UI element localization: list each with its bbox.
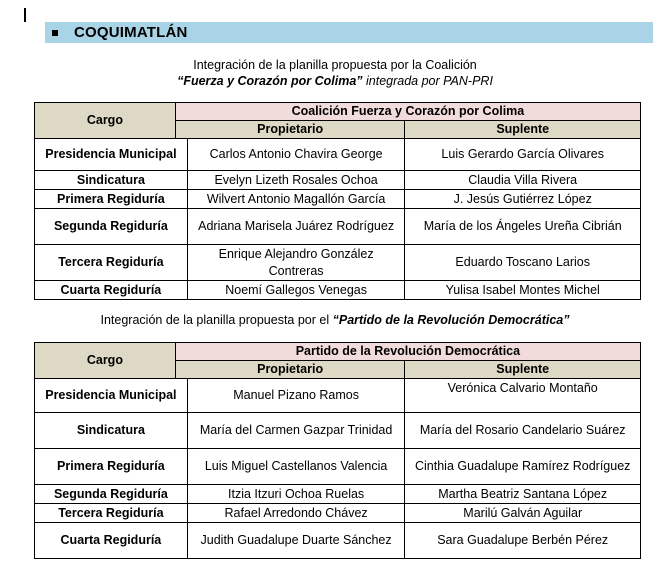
intro-prd-text: Integración de la planilla propuesta por el: [100, 313, 333, 327]
table-row: [35, 485, 641, 504]
col-propietario: Propietario: [175, 121, 405, 139]
table-row: [35, 413, 641, 449]
table-coalicion: [34, 102, 641, 300]
suplente-cell: Sara Guadalupe Berbén Pérez: [405, 523, 641, 559]
section-heading: [45, 22, 653, 43]
propietario-cell: María del Carmen Gazpar Trinidad: [187, 413, 405, 449]
cargo-cell: Primera Regiduría: [35, 190, 188, 209]
propietario-cell: Adriana Marisela Juárez Rodríguez: [187, 209, 405, 245]
table-prd: [34, 342, 641, 559]
col-suplente: Suplente: [405, 361, 641, 379]
propietario-cell: Rafael Arredondo Chávez: [187, 504, 405, 523]
col-propietario: Propietario: [175, 361, 405, 379]
cargo-cell: Tercera Regiduría: [35, 504, 188, 523]
cargo-cell: Sindicatura: [35, 413, 188, 449]
table-row: [35, 504, 641, 523]
bullet-icon: [52, 30, 58, 36]
cargo-cell: Tercera Regiduría: [35, 245, 188, 281]
cargo-header: Cargo: [35, 103, 176, 139]
intro-prd: [0, 312, 670, 328]
intro-coalicion: [0, 57, 670, 89]
table-row: [35, 139, 641, 171]
intro-line-2: [0, 73, 670, 89]
col-suplente: Suplente: [405, 121, 641, 139]
table-row: [35, 171, 641, 190]
suplente-cell: Eduardo Toscano Larios: [405, 245, 641, 281]
table-row: [35, 523, 641, 559]
group-header: Partido de la Revolución Democrática: [175, 343, 640, 361]
suplente-cell: Luis Gerardo García Olivares: [405, 139, 641, 171]
propietario-cell: Enrique Alejandro González Contreras: [187, 245, 405, 281]
propietario-cell: Manuel Pizano Ramos: [187, 379, 405, 413]
suplente-cell: Verónica Calvario Montaño: [405, 379, 641, 413]
suplente-cell: Martha Beatriz Santana López: [405, 485, 641, 504]
propietario-cell: Evelyn Lizeth Rosales Ochoa: [187, 171, 405, 190]
intro-coalition-name: “Fuerza y Corazón por Colima”: [177, 74, 363, 88]
cargo-cell: Presidencia Municipal: [35, 139, 188, 171]
intro-prd-party: “Partido de la Revolución Democrática”: [332, 313, 570, 327]
suplente-cell: Claudia Villa Rivera: [405, 171, 641, 190]
suplente-cell: Cinthia Guadalupe Ramírez Rodríguez: [405, 449, 641, 485]
table-row: [35, 245, 641, 281]
suplente-cell: J. Jesús Gutiérrez López: [405, 190, 641, 209]
cargo-cell: Presidencia Municipal: [35, 379, 188, 413]
propietario-cell: Wilvert Antonio Magallón García: [187, 190, 405, 209]
propietario-cell: Noemí Gallegos Venegas: [187, 281, 405, 300]
intro-line-2-rest: integrada por PAN-PRI: [362, 74, 493, 88]
propietario-cell: Judith Guadalupe Duarte Sánchez: [187, 523, 405, 559]
heading-text: COQUIMATLÁN: [74, 24, 188, 41]
group-header: Coalición Fuerza y Corazón por Colima: [175, 103, 640, 121]
propietario-cell: Carlos Antonio Chavira George: [187, 139, 405, 171]
cargo-cell: Sindicatura: [35, 171, 188, 190]
propietario-cell: Luis Miguel Castellanos Valencia: [187, 449, 405, 485]
cargo-cell: Cuarta Regiduría: [35, 281, 188, 300]
cargo-cell: Segunda Regiduría: [35, 485, 188, 504]
cargo-cell: Cuarta Regiduría: [35, 523, 188, 559]
table-row: [35, 190, 641, 209]
text-cursor: [24, 8, 26, 22]
table-row: [35, 449, 641, 485]
suplente-cell: María de los Ángeles Ureña Cibrián: [405, 209, 641, 245]
table-row: [35, 281, 641, 300]
propietario-cell: Itzia Itzuri Ochoa Ruelas: [187, 485, 405, 504]
cargo-cell: Primera Regiduría: [35, 449, 188, 485]
cargo-header: Cargo: [35, 343, 176, 379]
table-row: [35, 379, 641, 413]
intro-line-1: Integración de la planilla propuesta por la Coalición: [193, 58, 477, 72]
suplente-cell: María del Rosario Candelario Suárez: [405, 413, 641, 449]
table-row: [35, 209, 641, 245]
cargo-cell: Segunda Regiduría: [35, 209, 188, 245]
suplente-cell: Yulisa Isabel Montes Michel: [405, 281, 641, 300]
suplente-cell: Marilú Galván Aguilar: [405, 504, 641, 523]
